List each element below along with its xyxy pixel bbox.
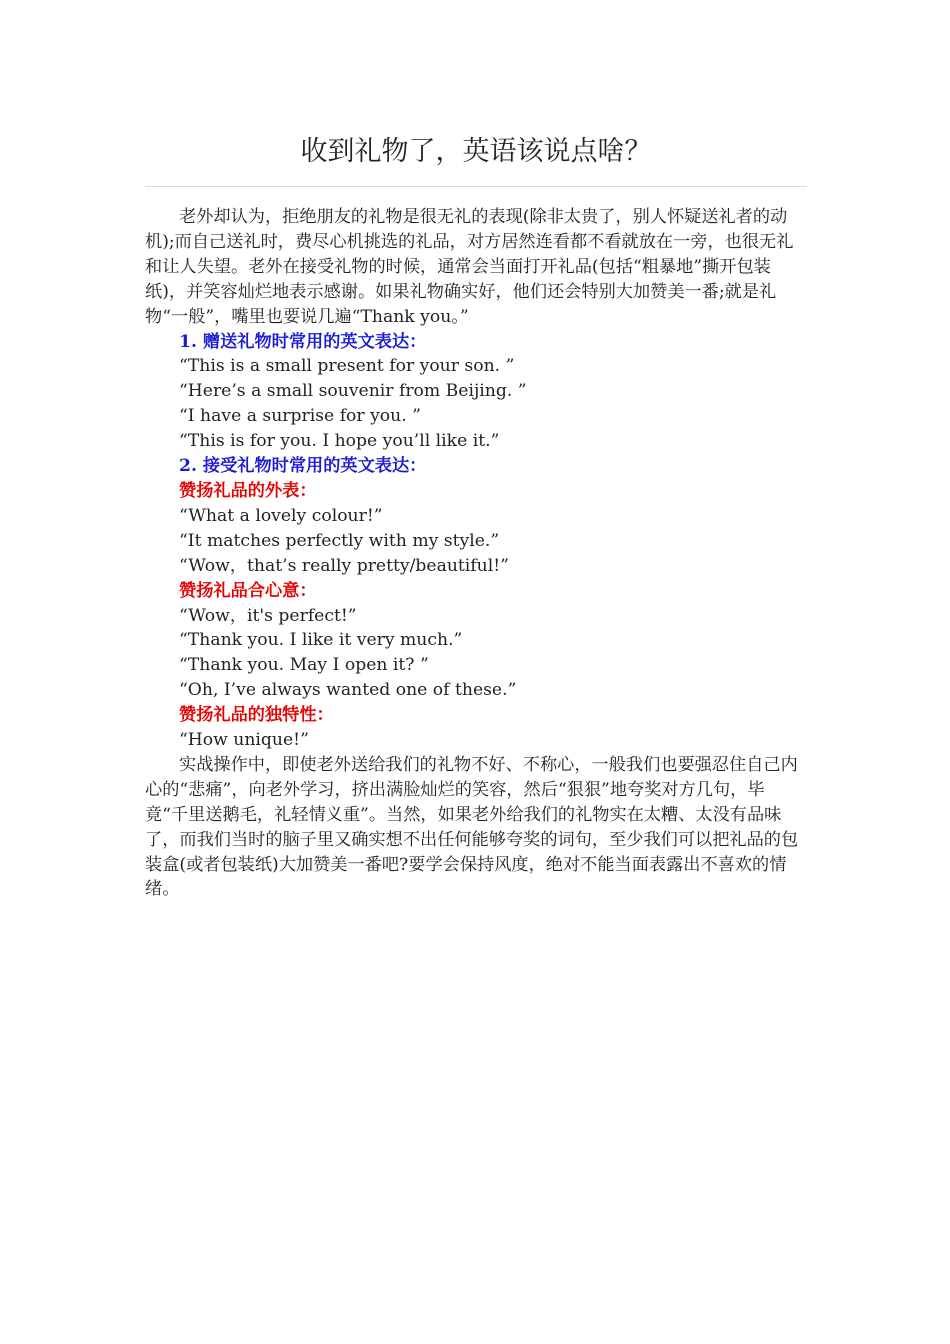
satisfaction-phrase: “Oh, I’ve always wanted one of these.” [179, 680, 517, 701]
article-body [145, 205, 807, 902]
conclusion-paragraph: 实战操作中，即使老外送给我们的礼物不好、不称心，一般我们也要强忍住自己内心的“悲痛”，向老外学习，挤出满脸灿烂的笑容，然后“狠狠”地夸奖对方几句，毕竟“千里送鹅毛，礼轻情义重”。当然，如果老外给我们的礼物实在太糟、太没有品味了，而我们当时的脑子里又确实想不出任何能够夸奖的词句，至少我们可以把礼品的包装盒(或者包装纸)大加赞美一番吧?要学会保持风度，绝对不能当面表露出不喜欢的情绪。 [145, 754, 799, 900]
appearance-phrase: “It matches perfectly with my style.” [179, 530, 500, 551]
title-divider [145, 186, 807, 187]
giving-phrase: “This is for you. I hope you’ll like it.” [179, 431, 500, 452]
appearance-phrase: “What a lovely colour!” [179, 505, 383, 526]
uniqueness-phrase: “How unique!” [179, 730, 309, 751]
satisfaction-label: 赞扬礼品合心意： [179, 580, 317, 601]
receiving-heading: 2. 接受礼物时常用的英文表达： [179, 456, 427, 477]
satisfaction-phrase: “Wow，it's perfect!” [179, 605, 357, 626]
giving-phrase: “This is a small present for your son. ” [179, 356, 515, 377]
appearance-phrase: “Wow，that’s really pretty/beautiful!” [179, 555, 509, 576]
giving-heading: 1. 赠送礼物时常用的英文表达： [179, 331, 427, 352]
article-title: 收到礼物了，英语该说点啥？ [300, 136, 652, 167]
uniqueness-label: 赞扬礼品的独特性： [179, 705, 334, 726]
appearance-label: 赞扬礼品的外表： [179, 480, 317, 501]
satisfaction-phrase: “Thank you. May I open it? ” [179, 655, 429, 676]
satisfaction-phrase: “Thank you. I like it very much.” [179, 630, 463, 651]
giving-phrase: “Here’s a small souvenir from Beijing. ” [179, 381, 527, 402]
intro-paragraph: 老外却认为，拒绝朋友的礼物是很无礼的表现(除非太贵了，别人怀疑送礼者的动机);而自己送礼时，费尽心机挑选的礼品，对方居然连看都不看就放在一旁，也很无礼和让人失望。老外在接受礼物的时候，通常会当面打开礼品(包括“粗暴地”撕开包装纸)，并笑容灿烂地表示感谢。如果礼物确实好，他们还会特别大加赞美一番;就是礼物“一般”，嘴里也要说几遍“Thank you。” [145, 207, 794, 327]
giving-phrase: “I have a surprise for you. ” [179, 406, 421, 427]
